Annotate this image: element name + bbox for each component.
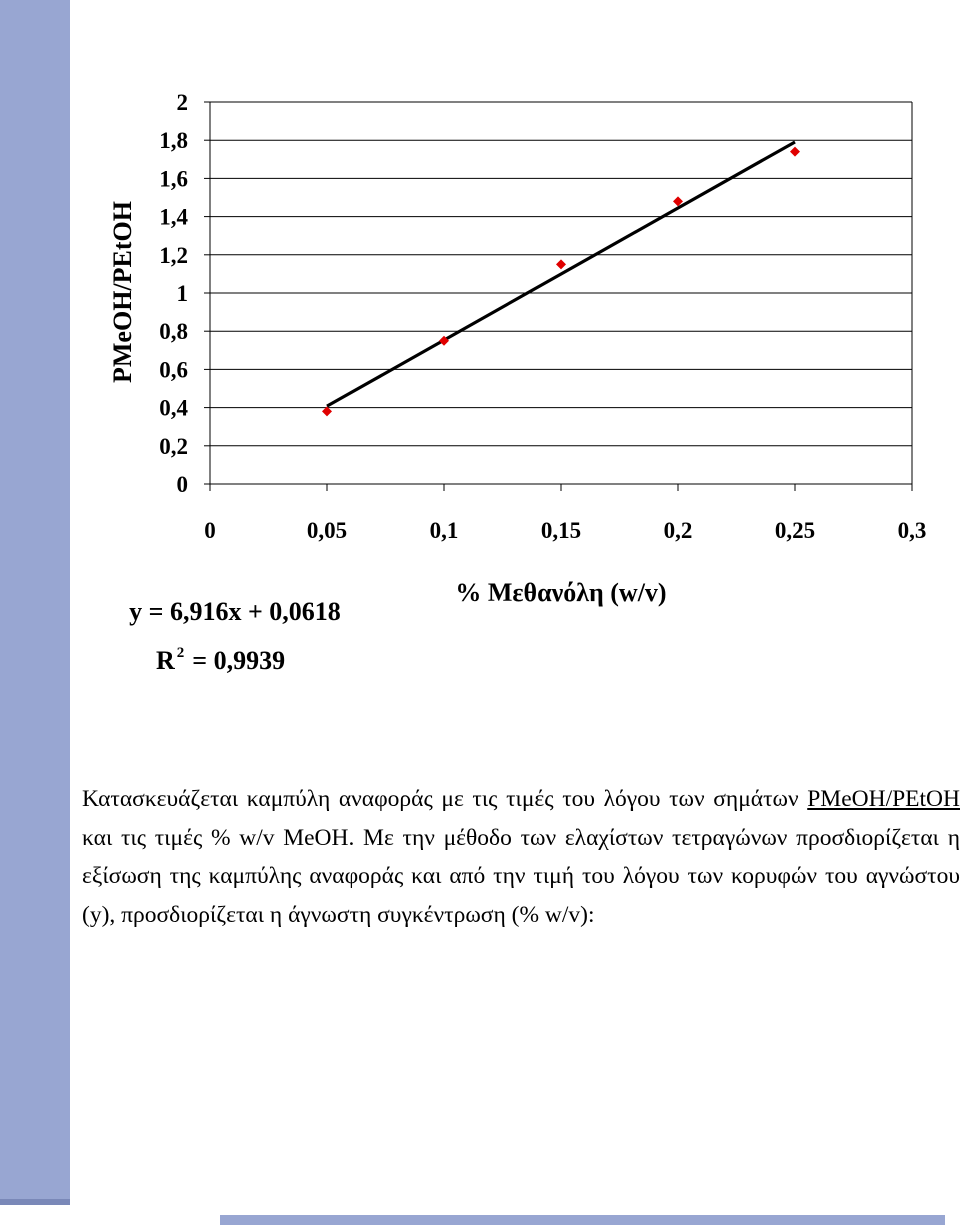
description-paragraph [82, 780, 960, 934]
x-tick-label: 0,15 [540, 518, 582, 543]
y-tick-label: 1,6 [159, 166, 188, 192]
x-tick-label: 0,1 [429, 518, 459, 543]
signal-ratio-term: PMeOH/PEtOH [807, 786, 960, 812]
y-tick-label: 0,2 [159, 433, 188, 459]
x-axis-label: % Μεθανόλη (w/v) [455, 578, 667, 607]
bottom-decorative-bar [220, 1215, 945, 1225]
y-tick-label: 0,4 [159, 395, 188, 421]
paragraph-part-1: Κατασκευάζεται καμπύλη αναφοράς με τις τιμές του λόγου των σημάτων [82, 786, 808, 812]
x-tick-label: 0,2 [663, 518, 693, 543]
r-squared-exponent: 2 [176, 645, 185, 661]
x-tick-labels [204, 518, 926, 543]
y-tick-label: 0 [176, 472, 188, 497]
left-bar-shadow [0, 1199, 70, 1205]
y-tick-label: 1,4 [159, 204, 188, 230]
r-squared-value: = 0,9939 [192, 646, 286, 675]
data-point [556, 259, 566, 269]
y-tick-label: 1,2 [159, 242, 188, 268]
y-tick-label: 2 [176, 90, 188, 115]
data-point [790, 147, 800, 157]
x-tick-label: 0,25 [774, 518, 816, 543]
paragraph-part-3: . Με την μέθοδο των ελαχίστων τετραγώνων προσδιορίζεται η εξίσωση της καμπύλης αναφοράς και από την τιμή του λόγου των κορυφών του αγνώστου (y), προσδιορίζεται η άγνωστη συγκέντρωση (% w/v): [82, 824, 960, 928]
y-axis-label: PMeOH/PEtOH [108, 201, 137, 383]
x-tick-label: 0 [204, 518, 216, 543]
trendline-layer [327, 142, 795, 406]
x-tick-label: 0,05 [306, 518, 348, 543]
r-symbol: R [156, 646, 175, 675]
trendline [327, 142, 795, 406]
percent-methanol-term: % w/v MeOH [210, 824, 349, 851]
y-tick-label: 0,6 [159, 357, 188, 383]
y-tick-label: 1,8 [159, 128, 188, 154]
x-tick-label: 0,3 [897, 518, 927, 543]
paragraph-part-2: και τις τιμές [82, 824, 211, 851]
y-tick-label: 1 [176, 281, 188, 306]
axes-layer [204, 102, 912, 491]
y-tick-labels [159, 90, 188, 497]
r-squared-label [156, 645, 285, 675]
data-points [322, 147, 800, 417]
trendline-equation: y = 6,916x + 0,0618 [129, 597, 341, 626]
y-tick-label: 0,8 [159, 319, 188, 345]
